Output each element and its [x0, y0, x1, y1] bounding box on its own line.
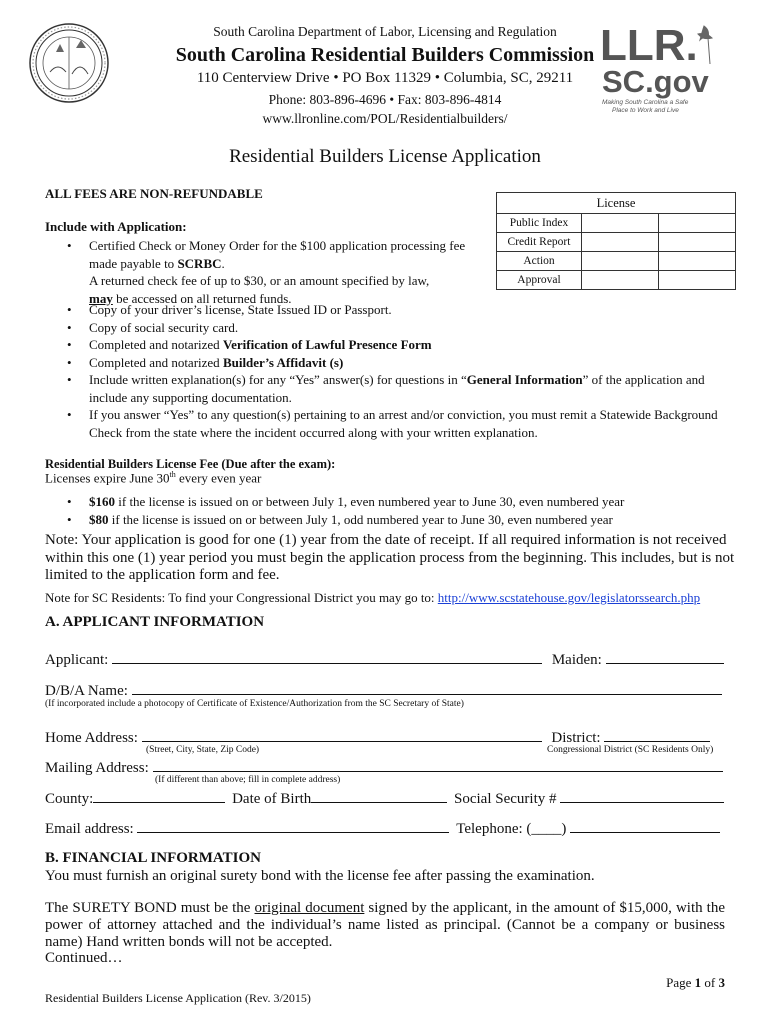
mailing-row: Mailing Address:: [45, 757, 723, 777]
district-search-link[interactable]: http://www.scstatehouse.gov/legislatorssearch.php: [437, 590, 701, 605]
svg-text:LLR.: LLR.: [600, 21, 698, 70]
section-a-heading: A. APPLICANT INFORMATION: [45, 614, 265, 630]
district-field[interactable]: [604, 727, 710, 742]
fee-list: [45, 493, 735, 528]
county-dob-ssn-row: County: Date of Birth Social Security #: [45, 788, 724, 808]
district-sub: Congressional District (SC Residents Only): [547, 745, 714, 755]
surety-bond-text: The SURETY BOND must be the original document signed by the applicant, in the amount of $15,000, with the power of attorney attached and the individual’s name listed as principal. (Cannot be a company or business name) Hand written bonds will not be accepted.: [45, 900, 726, 950]
page-number: Page 1 of 3: [666, 975, 725, 990]
sc-resident-note: Note for SC Residents: To find your Congressional District you may go to: http://www.scstatehouse.gov/legislatorssearch.php: [45, 590, 701, 605]
county-field[interactable]: [93, 788, 225, 803]
home-address-sub: (Street, City, State, Zip Code): [146, 745, 260, 755]
svg-text:Place to Work and Live: Place to Work and Live: [612, 107, 679, 114]
list-item: • $80 if the license is issued on or between July 1, odd numbered year to June 30, even numbered year: [45, 511, 735, 529]
email-field[interactable]: [137, 818, 449, 833]
list-item: • Certified Check or Money Order for the $100 application processing fee made payable to SCRBC. A returned check fee of up to $30, or an amount specified by law, may be accessed on all returned funds.: [45, 237, 495, 307]
dba-note: (If incorporated include a photocopy of Certificate of Existence/Authorization from the SC Secretary of State): [45, 699, 464, 709]
list-item: • If you answer “Yes” to any question(s) pertaining to an arrest and/or conviction, you must remit a Statewide Background Check from the state where the incident occurred along with your written explanation.: [45, 406, 725, 441]
applicant-field[interactable]: [112, 649, 542, 664]
department-name: South Carolina Department of Labor, Licensing and Regulation: [213, 24, 557, 39]
fee-heading: Residential Builders License Fee (Due after the exam):: [45, 457, 336, 471]
address: 110 Centerview Drive • PO Box 11329 • Columbia, SC, 29211: [196, 70, 574, 86]
list-item: • Copy of social security card.: [45, 319, 725, 337]
include-list-bottom: [45, 301, 725, 441]
phone-fax: Phone: 803-896-4696 • Fax: 803-896-4814: [268, 92, 502, 107]
status-row-label: Action: [497, 252, 582, 271]
status-cell: [582, 233, 659, 252]
include-heading: Include with Application:: [45, 219, 187, 234]
page-title: Residential Builders License Application: [229, 146, 541, 167]
dba-field[interactable]: [132, 680, 722, 695]
dob-field[interactable]: [311, 788, 447, 803]
mailing-field[interactable]: [153, 757, 723, 772]
applicant-row: Applicant: Maiden:: [45, 649, 724, 669]
status-row-label: Public Index: [497, 214, 582, 233]
form-revision: Residential Builders License Application (Rev. 3/2015): [45, 991, 311, 1005]
status-row-label: Approval: [497, 271, 582, 290]
section-b-heading: B. FINANCIAL INFORMATION: [45, 850, 261, 866]
include-list-top: [45, 237, 495, 307]
mailing-sub: (If different than above; fill in complete address): [155, 775, 341, 785]
list-item: • Copy of your driver’s license, State Issued ID or Passport.: [45, 301, 725, 319]
fees-heading: ALL FEES ARE NON-REFUNDABLE: [45, 186, 263, 201]
website: www.llronline.com/POL/Residentialbuilders/: [262, 111, 508, 126]
commission-name: South Carolina Residential Builders Commission: [175, 44, 595, 66]
status-cell: [582, 214, 659, 233]
email-phone-row: Email address: Telephone: (____): [45, 818, 720, 838]
status-cell: [659, 214, 736, 233]
list-item: • $160 if the license is issued on or between July 1, even numbered year to June 30, even numbered year: [45, 493, 735, 511]
status-row-label: Credit Report: [497, 233, 582, 252]
status-table-header: License: [497, 193, 736, 214]
license-expiry: Licenses expire June 30th every even year: [45, 470, 262, 486]
status-cell: [659, 233, 736, 252]
validity-note: Note: Your application is good for one (1) year from the date of receipt. If all required information is not received within this one (1) year period you must begin the application process from the beginning. This includes, but is not limited to the application form and fee.: [45, 532, 735, 583]
maiden-field[interactable]: [606, 649, 724, 664]
svg-text:SC.gov: SC.gov: [602, 64, 709, 99]
list-item: • Include written explanation(s) for any “Yes” answer(s) for questions in “General Information” of the application and include any supporting documentation.: [45, 371, 725, 406]
home-address-field[interactable]: [142, 727, 542, 742]
telephone-field[interactable]: [570, 818, 720, 833]
office-status-table: [496, 192, 736, 290]
ssn-field[interactable]: [560, 788, 724, 803]
list-item: • Completed and notarized Verification of Lawful Presence Form: [45, 336, 725, 354]
status-cell: [659, 271, 736, 290]
list-item: • Completed and notarized Builder’s Affidavit (s): [45, 354, 725, 372]
status-cell: [582, 252, 659, 271]
status-cell: [659, 252, 736, 271]
continued: Continued…: [45, 950, 123, 966]
surety-intro: You must furnish an original surety bond with the license fee after passing the examination.: [45, 868, 595, 884]
status-cell: [582, 271, 659, 290]
svg-text:Making South Carolina a Safe: Making South Carolina a Safe: [602, 99, 689, 106]
dba-row: D/B/A Name:: [45, 680, 722, 700]
home-address-row: Home Address: District:: [45, 727, 710, 747]
